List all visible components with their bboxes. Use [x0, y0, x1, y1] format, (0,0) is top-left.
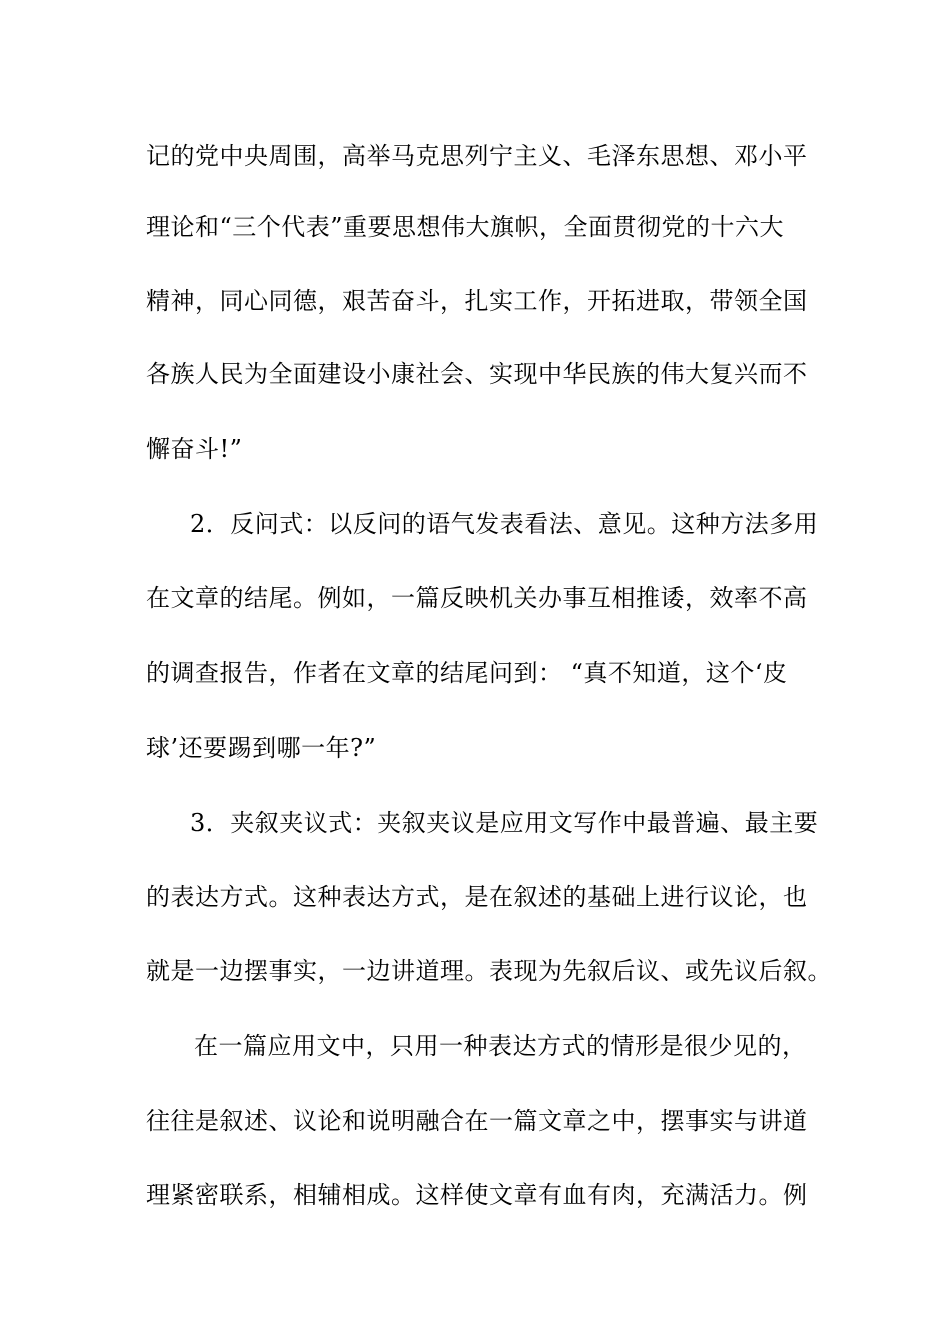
text-line: 的表达方式。这种表达方式，是在叙述的基础上进行议论，也	[146, 883, 808, 911]
text-line: 就是一边摆事实，一边讲道理。表现为先叙后议、或先议后叙。	[146, 957, 832, 985]
text-line: 记的党中央周围，高举马克思列宁主义、毛泽东思想、邓小平	[146, 142, 808, 170]
text-line: 理论和“三个代表”重要思想伟大旗帜，全面贯彻党的十六大	[146, 213, 785, 241]
text-line: 往往是叙述、议论和说明融合在一篇文章之中，摆事实与讲道	[146, 1107, 808, 1135]
text-line: 球’还要踢到哪一年?”	[146, 734, 377, 762]
text-line: 的调查报告，作者在文章的结尾问到： “真不知道，这个‘皮	[146, 659, 788, 687]
text-line: 在一篇应用文中，只用一种表达方式的情形是很少见的，	[194, 1032, 807, 1060]
text-line: 精神，同心同德，艰苦奋斗，扎实工作，开拓进取，带领全国	[146, 287, 808, 315]
text-line: 在文章的结尾。例如，一篇反映机关办事互相推诿，效率不高	[146, 584, 808, 612]
text-line: 懈奋斗!”	[146, 435, 243, 463]
text-line: 3．夹叙夹议式：夹叙夹议是应用文写作中最普遍、最主要	[190, 809, 819, 837]
text-line: 理紧密联系，相辅相成。这样使文章有血有肉，充满活力。例	[146, 1181, 808, 1209]
text-line: 2．反问式：以反问的语气发表看法、意见。这种方法多用	[190, 510, 819, 538]
text-line: 各族人民为全面建设小康社会、实现中华民族的伟大复兴而不	[146, 360, 808, 388]
